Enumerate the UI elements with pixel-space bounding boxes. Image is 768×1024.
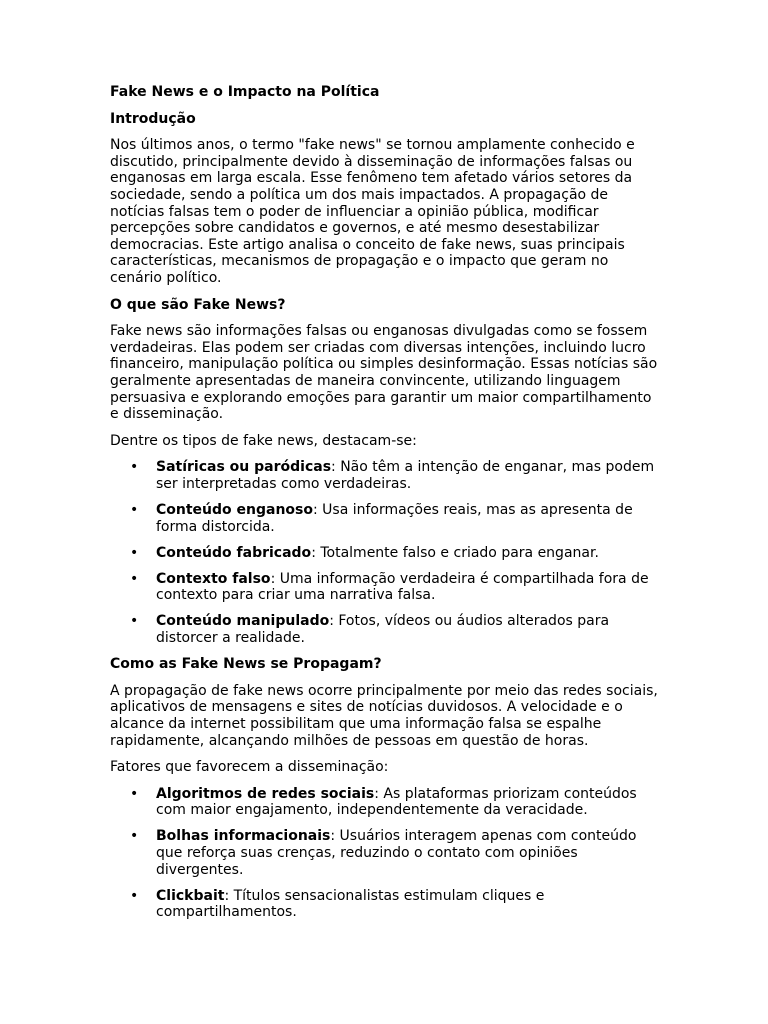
list-item bbox=[110, 786, 660, 819]
list-item-desc: : Não têm a intenção de enganar, mas podem ser interpretadas como verdadeiras. bbox=[156, 459, 655, 492]
document-page bbox=[110, 84, 660, 930]
bullet-icon: • bbox=[130, 887, 139, 904]
list-item-term: Contexto falso bbox=[156, 570, 271, 587]
list-item-desc: : Usuários interagem apenas com conteúdo que reforça suas crenças, reduzindo o contato com opiniões divergentes. bbox=[156, 828, 637, 878]
list-item bbox=[110, 613, 660, 646]
list-item-term: Satíricas ou paródicas bbox=[156, 459, 332, 476]
section-heading-what-are-fake-news: O que são Fake News? bbox=[110, 296, 286, 313]
list-item-term: Conteúdo fabricado bbox=[156, 544, 312, 561]
bullet-icon: • bbox=[130, 785, 139, 802]
section-heading-how-fake-news-spread: Como as Fake News se Propagam? bbox=[110, 656, 382, 673]
bullet-icon: • bbox=[130, 501, 139, 518]
document-title: Fake News e o Impacto na Política bbox=[110, 84, 380, 100]
bullet-icon: • bbox=[130, 613, 139, 630]
list-item-desc: : Títulos sensacionalistas estimulam cliques e compartilhamentos. bbox=[156, 887, 545, 921]
list-item-desc: : As plataformas priorizam conteúdos com maior engajamento, independentemente da veracidade. bbox=[156, 785, 637, 819]
list-item-term: Conteúdo manipulado bbox=[156, 613, 330, 630]
list-item-desc: : Fotos, vídeos ou áudios alterados para distorcer a realidade. bbox=[156, 613, 610, 647]
section1-list-intro: Dentre os tipos de fake news, destacam-se: bbox=[110, 432, 417, 449]
list-item-term: Algoritmos de redes sociais bbox=[156, 785, 375, 802]
list-item-desc: : Usa informações reais, mas as apresenta de forma distorcida. bbox=[156, 501, 633, 535]
bullet-icon: • bbox=[130, 459, 139, 476]
list-item bbox=[110, 502, 660, 535]
dissemination-factors-list bbox=[110, 786, 660, 921]
list-item-desc: : Uma informação verdadeira é compartilhada fora de contexto para criar uma narrativa falsa. bbox=[156, 570, 649, 604]
intro-paragraph: Nos últimos anos, o termo "fake news" se tornou amplamente conhecido e discutido, principalmente devido à disseminação de informações falsas ou enganosas em larga escala. Esse fenômeno tem afetado vários setores da sociedade, sendo a política um dos mais impactados. A propagação de notícias falsas tem o poder de influenciar a opinião pública, modificar percepções sobre candidatos e governos, e até mesmo desestabilizar democracias. Este artigo analisa o conceito de fake news, suas principais características, mecanismos de propagação e o impacto que geram no cenário político. bbox=[110, 137, 635, 286]
bullet-icon: • bbox=[130, 544, 139, 561]
bullet-icon: • bbox=[130, 570, 139, 587]
bullet-icon: • bbox=[130, 828, 139, 845]
list-item-term: Bolhas informacionais bbox=[156, 828, 331, 845]
fake-news-types-list bbox=[110, 459, 660, 646]
list-item bbox=[110, 888, 660, 921]
section2-list-intro: Fatores que favorecem a disseminação: bbox=[110, 759, 389, 776]
list-item-term: Conteúdo enganoso bbox=[156, 501, 313, 518]
list-item bbox=[110, 459, 660, 492]
list-item-desc: : Totalmente falso e criado para enganar. bbox=[311, 544, 599, 561]
list-item bbox=[110, 828, 660, 878]
list-item bbox=[110, 571, 660, 604]
section1-paragraph: Fake news são informações falsas ou enganosas divulgadas como se fossem verdadeiras. Elas podem ser criadas com diversas intenções, incluindo lucro financeiro, manipulação política ou simples desinformação. Essas notícias são geralmente apresentadas de maneira convincente, utilizando linguagem persuasiva e explorando emoções para garantir um maior compartilhamento e disseminação. bbox=[110, 323, 658, 423]
list-item-term: Clickbait bbox=[156, 887, 225, 904]
section2-paragraph: A propagação de fake news ocorre principalmente por meio das redes sociais, aplicativos de mensagens e sites de notícias duvidosos. A velocidade e o alcance da internet possibilitam que uma informação falsa se espalhe rapidamente, alcançando milhões de pessoas em questão de horas. bbox=[110, 682, 658, 749]
intro-heading: Introdução bbox=[110, 110, 196, 127]
list-item bbox=[110, 545, 660, 562]
